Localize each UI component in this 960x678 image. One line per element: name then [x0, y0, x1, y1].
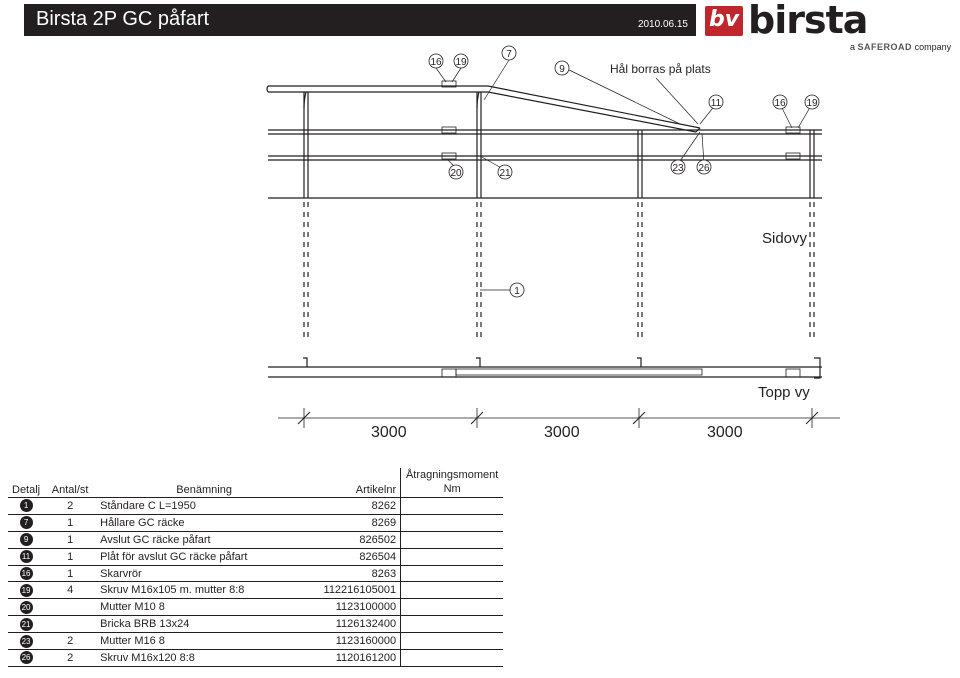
header-qty: Antal/st: [44, 468, 96, 498]
table-row: [8, 633, 503, 650]
article-cell: 8263: [312, 565, 401, 582]
torque-cell: [401, 650, 504, 667]
detail-badge: 19: [20, 584, 33, 597]
callout-16a: [429, 54, 443, 68]
header-torque-unit: Nm: [443, 483, 461, 495]
table-row: [8, 565, 503, 582]
callout-1: [510, 283, 524, 297]
callout-19b-label: 19: [806, 98, 818, 109]
name-cell: Skarvrör: [96, 565, 312, 582]
article-cell: 1120161200: [312, 650, 401, 667]
callout-16a-label: 16: [430, 57, 442, 68]
article-cell: 112216105001: [312, 582, 401, 599]
dimension-3: 3000: [707, 424, 743, 441]
qty-cell: 2: [44, 498, 96, 515]
callout-26-label: 26: [698, 163, 710, 174]
qty-cell: 1: [44, 514, 96, 531]
article-cell: 1126132400: [312, 616, 401, 633]
detail-badge: 26: [20, 651, 33, 664]
table-row: [8, 582, 503, 599]
name-cell: Hållare GC räcke: [96, 514, 312, 531]
article-cell: 8269: [312, 514, 401, 531]
detail-badge: 20: [20, 601, 33, 614]
birsta-logo-word: birsta: [748, 0, 868, 42]
qty-cell: 1: [44, 531, 96, 548]
callout-23: [671, 160, 685, 174]
torque-cell: [401, 633, 504, 650]
torque-cell: [401, 498, 504, 515]
callout-9: [555, 61, 569, 75]
detail-badge: 23: [20, 635, 33, 648]
detail-badge: 1: [20, 499, 33, 512]
hole-note: Hål borras på plats: [610, 62, 711, 76]
logo-mark-text: bv: [709, 7, 740, 32]
top-view-label: Topp vy: [758, 384, 810, 401]
callout-26: [697, 160, 711, 174]
header-detail: Detalj: [8, 468, 44, 498]
header-name: Benämning: [96, 468, 312, 498]
torque-cell: [401, 514, 504, 531]
qty-cell: 2: [44, 650, 96, 667]
top-view-plate: [456, 369, 702, 375]
torque-cell: [401, 582, 504, 599]
document-date: 2010.06.15: [637, 19, 688, 30]
header-torque-label: Åtragningsmoment: [405, 469, 499, 481]
top-rail-lower: [268, 92, 696, 132]
detail-badge: 11: [20, 550, 33, 563]
qty-cell: [44, 616, 96, 633]
callout-19a: [454, 54, 468, 68]
callout-19a-label: 19: [455, 57, 467, 68]
table-row: [8, 599, 503, 616]
table-row: [8, 514, 503, 531]
article-cell: 1123160000: [312, 633, 401, 650]
callout-20-label: 20: [450, 168, 462, 179]
parts-table: [8, 468, 503, 667]
callout-16b: [773, 95, 787, 109]
name-cell: Skruv M16x120 8:8: [96, 650, 312, 667]
article-cell: 8262: [312, 498, 401, 515]
callout-1-label: 1: [514, 286, 520, 297]
qty-cell: 1: [44, 548, 96, 565]
rail-start-curve: [267, 86, 268, 92]
qty-cell: [44, 599, 96, 616]
callout-11: [709, 95, 723, 109]
header-article: Artikelnr: [312, 468, 401, 498]
document-title: Birsta 2P GC påfart: [36, 8, 210, 30]
article-cell: 826504: [312, 548, 401, 565]
name-cell: Mutter M16 8: [96, 633, 312, 650]
qty-cell: 2: [44, 633, 96, 650]
tagline-suffix: company: [914, 42, 952, 52]
tagline-brand: SAFEROAD: [857, 42, 913, 52]
torque-cell: [401, 565, 504, 582]
detail-badge: 9: [20, 533, 33, 546]
torque-cell: [401, 531, 504, 548]
name-cell: Plåt för avslut GC räcke påfart: [96, 548, 312, 565]
dimension-2: 3000: [544, 424, 580, 441]
detail-badge: 21: [20, 618, 33, 631]
callout-7: [502, 46, 516, 60]
article-cell: 826502: [312, 531, 401, 548]
callout-23-label: 23: [672, 163, 684, 174]
header-torque: [401, 468, 504, 498]
qty-cell: 1: [44, 565, 96, 582]
torque-cell: [401, 548, 504, 565]
callout-7-label: 7: [506, 49, 512, 60]
torque-cell: [401, 599, 504, 616]
qty-cell: 4: [44, 582, 96, 599]
table-row: [8, 498, 503, 515]
detail-badge: 7: [20, 516, 33, 529]
name-cell: Skruv M16x105 m. mutter 8:8: [96, 582, 312, 599]
table-row: [8, 616, 503, 633]
torque-cell: [401, 616, 504, 633]
table-row: [8, 548, 503, 565]
callout-16b-label: 16: [774, 98, 786, 109]
side-view-label: Sidovy: [762, 230, 808, 247]
name-cell: Bricka BRB 13x24: [96, 616, 312, 633]
name-cell: Avslut GC räcke påfart: [96, 531, 312, 548]
callout-20: [449, 165, 463, 179]
name-cell: Ståndare C L=1950: [96, 498, 312, 515]
detail-badge: 16: [20, 567, 33, 580]
article-cell: 1123100000: [312, 599, 401, 616]
callout-19b: [805, 95, 819, 109]
callout-21-label: 21: [499, 168, 511, 179]
callout-21: [498, 165, 512, 179]
parts-table-header: [8, 468, 503, 498]
table-row: [8, 650, 503, 667]
table-row: [8, 531, 503, 548]
dimension-1: 3000: [371, 424, 407, 441]
name-cell: Mutter M10 8: [96, 599, 312, 616]
callout-9-label: 9: [559, 64, 565, 75]
callout-11-label: 11: [710, 98, 722, 109]
tagline-prefix: a: [850, 42, 856, 52]
